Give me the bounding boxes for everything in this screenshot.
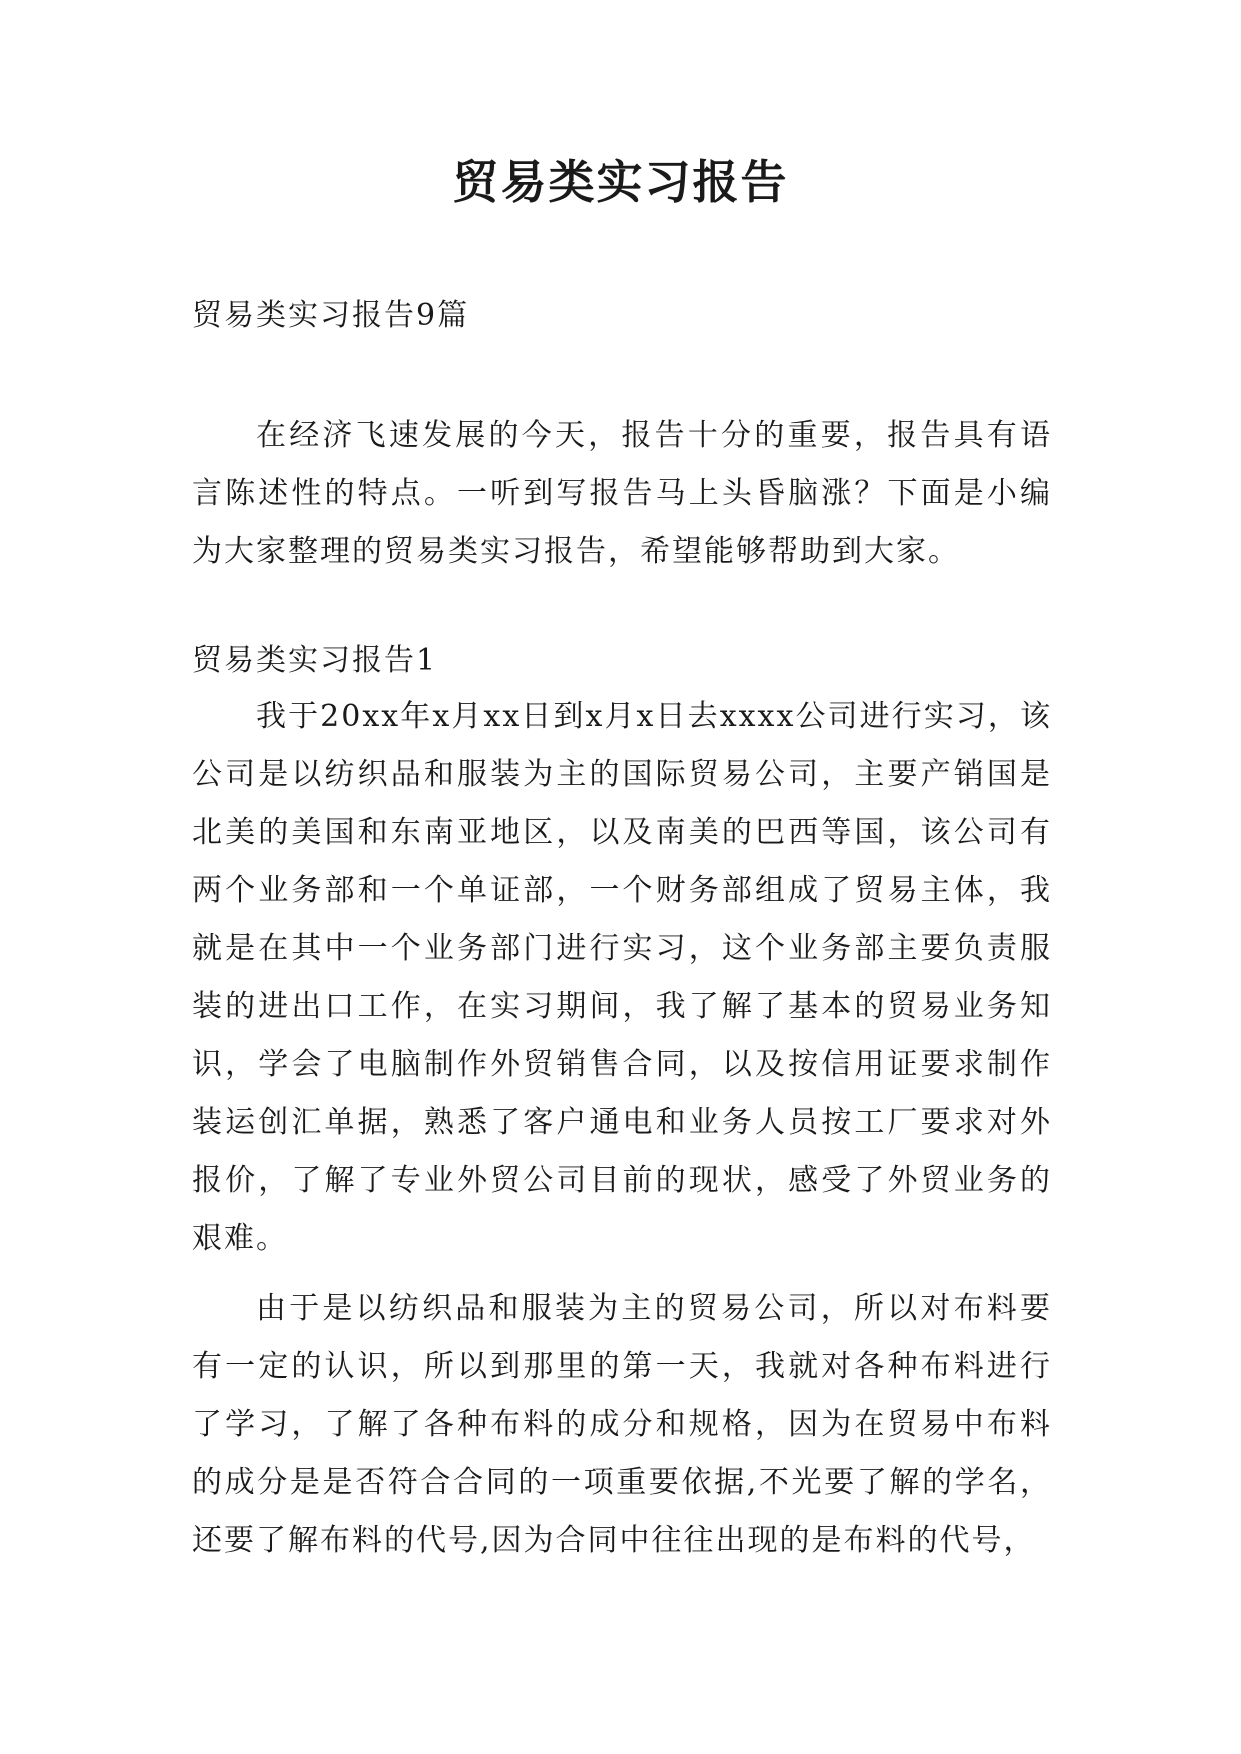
- intro-paragraph: 在经济飞速发展的今天，报告十分的重要，报告具有语言陈述性的特点。一听到写报告马上头昏脑涨？下面是小编为大家整理的贸易类实习报告，希望能够帮助到大家。: [192, 418, 1052, 569]
- body-paragraph-2: 由于是以纺织品和服装为主的贸易公司，所以对布料要有一定的认识，所以到那里的第一天，我就对各种布料进行了学习，了解了各种布料的成分和规格，因为在贸易中布料的成分是是否符合合同的一项重要依据,不光要了解的学名，还要了解布料的代号,因为合同中往往出现的是布料的代号，: [192, 1291, 1052, 1558]
- body-paragraph-1: 我于20xx年x月xx日到x月x日去xxxx公司进行实习，该公司是以纺织品和服装为主的国际贸易公司，主要产销国是北美的美国和东南亚地区，以及南美的巴西等国，该公司有两个业务部和一个单证部，一个财务部组成了贸易主体，我就是在其中一个业务部门进行实习，这个业务部主要负责服装的进出口工作，在实习期间，我了解了基本的贸易业务知识，学会了电脑制作外贸销售合同，以及按信用证要求制作装运创汇单据，熟悉了客户通电和业务人员按工厂要求对外报价，了解了专业外贸公司目前的现状，感受了外贸业务的艰难。: [192, 699, 1052, 1256]
- document-subtitle: 贸易类实习报告9篇: [192, 298, 470, 333]
- document-title: 贸易类实习报告: [452, 155, 789, 209]
- section-heading: 贸易类实习报告1: [192, 643, 438, 678]
